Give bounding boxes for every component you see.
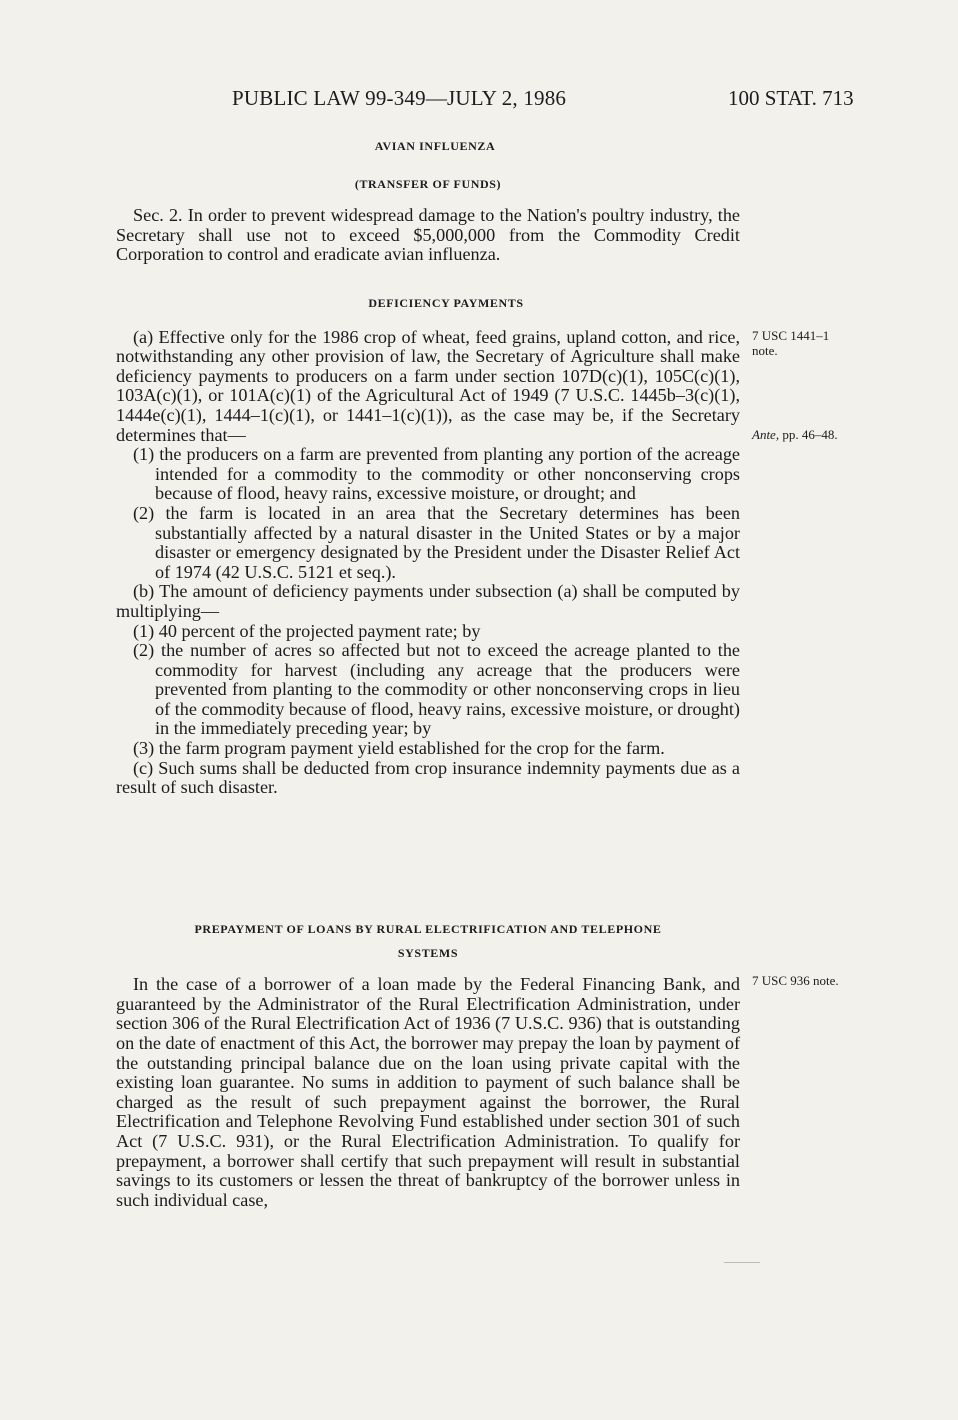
subsection-b-item-2: (2) the number of acres so affected but not to exceed the acreage planted to the commodity for harvest (including any acreage that the producers were prevented from planting to the commodity or other nonconserving crops in lieu of the commodity because of flood, heavy rains, excessive moisture, or drought) in the immediately preceding year; by <box>133 640 740 739</box>
margin-note-usc <box>752 328 862 358</box>
subsection-b-item-3: (3) the farm program payment yield established for the crop for the farm. <box>133 738 665 759</box>
prepayment-section <box>116 920 740 1210</box>
subsection-c: (c) Such sums shall be deducted from crop insurance indemnity payments due as a result of such disaster. <box>116 757 740 798</box>
deficiency-payments-section <box>116 294 740 798</box>
section-text: Sec. 2. In order to prevent widespread damage to the Nation's poultry industry, the Secretary shall use not to exceed $5,000,000 from the Commodity Credit Corporation to control and eradicate avian influenza. <box>116 205 740 265</box>
section-heading-line-1: PREPAYMENT OF LOANS BY RURAL ELECTRIFICATION AND TELEPHONE <box>194 922 662 936</box>
page-header <box>0 86 958 116</box>
section-heading: AVIAN INFLUENZA <box>374 139 496 153</box>
subsection-a: (a) Effective only for the 1986 crop of wheat, feed grains, upland cotton, and rice, notwithstanding any other provision of law, the Secretary of Agriculture shall make deficiency payments to producers on a farm under section 107D(c)(1), 105C(c)(1), 103A(c)(1), or 101A(c)(1) of the Agricultural Act of 1949 (7 U.S.C. 1445b–3(c)(1), 1444e(c)(1), 1444–1(c)(1), or 1441–1(c)(1)), as the case may be, if the Secretary determines that— <box>116 326 740 445</box>
section-heading: DEFICIENCY PAYMENTS <box>368 296 524 310</box>
margin-note-ante-word: Ante, <box>752 427 780 442</box>
footer-rule <box>724 1262 760 1263</box>
avian-influenza-section <box>116 137 740 265</box>
margin-note-ante <box>752 427 862 442</box>
subsection-a-item-1: (1) the producers on a farm are prevented from planting any portion of the acreage intended for a commodity to the commodity or other nonconserving crops because of flood, heavy rains, excessive moisture, or drought; and <box>133 444 740 504</box>
statute-reference: 100 STAT. 713 <box>728 86 854 110</box>
law-title: PUBLIC LAW 99-349—JULY 2, 1986 <box>232 86 567 110</box>
subsection-b-item-1: (1) 40 percent of the projected payment rate; by <box>133 620 481 641</box>
margin-note-pages: pp. 46–48. <box>779 427 838 442</box>
margin-note-usc-936: 7 USC 936 note. <box>752 973 839 988</box>
subsection-b: (b) The amount of deficiency payments under subsection (a) shall be computed by multiplying— <box>116 581 740 621</box>
section-subheading: (TRANSFER OF FUNDS) <box>354 176 502 191</box>
section-text: In the case of a borrower of a loan made by the Federal Financing Bank, and guaranteed by the Administrator of the Rural Electrification Administration, under section 306 of the Rural Electrification Act of 1936 (7 U.S.C. 936) that is outstanding on the date of enactment of this Act, the borrower may prepay the loan by payment of the outstanding principal balance due on the loan using private capital with the existing loan guarantee. No sums in addition to payment of such balance shall be charged as the result of such prepayment against the borrower, the Rural Electrification and Telephone Revolving Fund established under section 301 of such Act (7 U.S.C. 931), or the Rural Electrification Administration. To qualify for prepayment, a borrower shall certify that such prepayment will result in substantial savings to its customers or lessen the threat of bankruptcy of the borrower unless in such individual case, <box>116 974 740 1210</box>
section-heading-line-2: SYSTEMS <box>397 945 459 960</box>
margin-note-line: 7 USC 1441–1 <box>752 328 830 343</box>
subsection-a-item-2: (2) the farm is located in an area that the Secretary determines has been substantially affected by a natural disaster in the United States or by a major disaster or emergency designated by the President under the Disaster Relief Act of 1974 (42 U.S.C. 5121 et seq.). <box>133 502 740 582</box>
margin-note-line: note. <box>752 343 778 358</box>
